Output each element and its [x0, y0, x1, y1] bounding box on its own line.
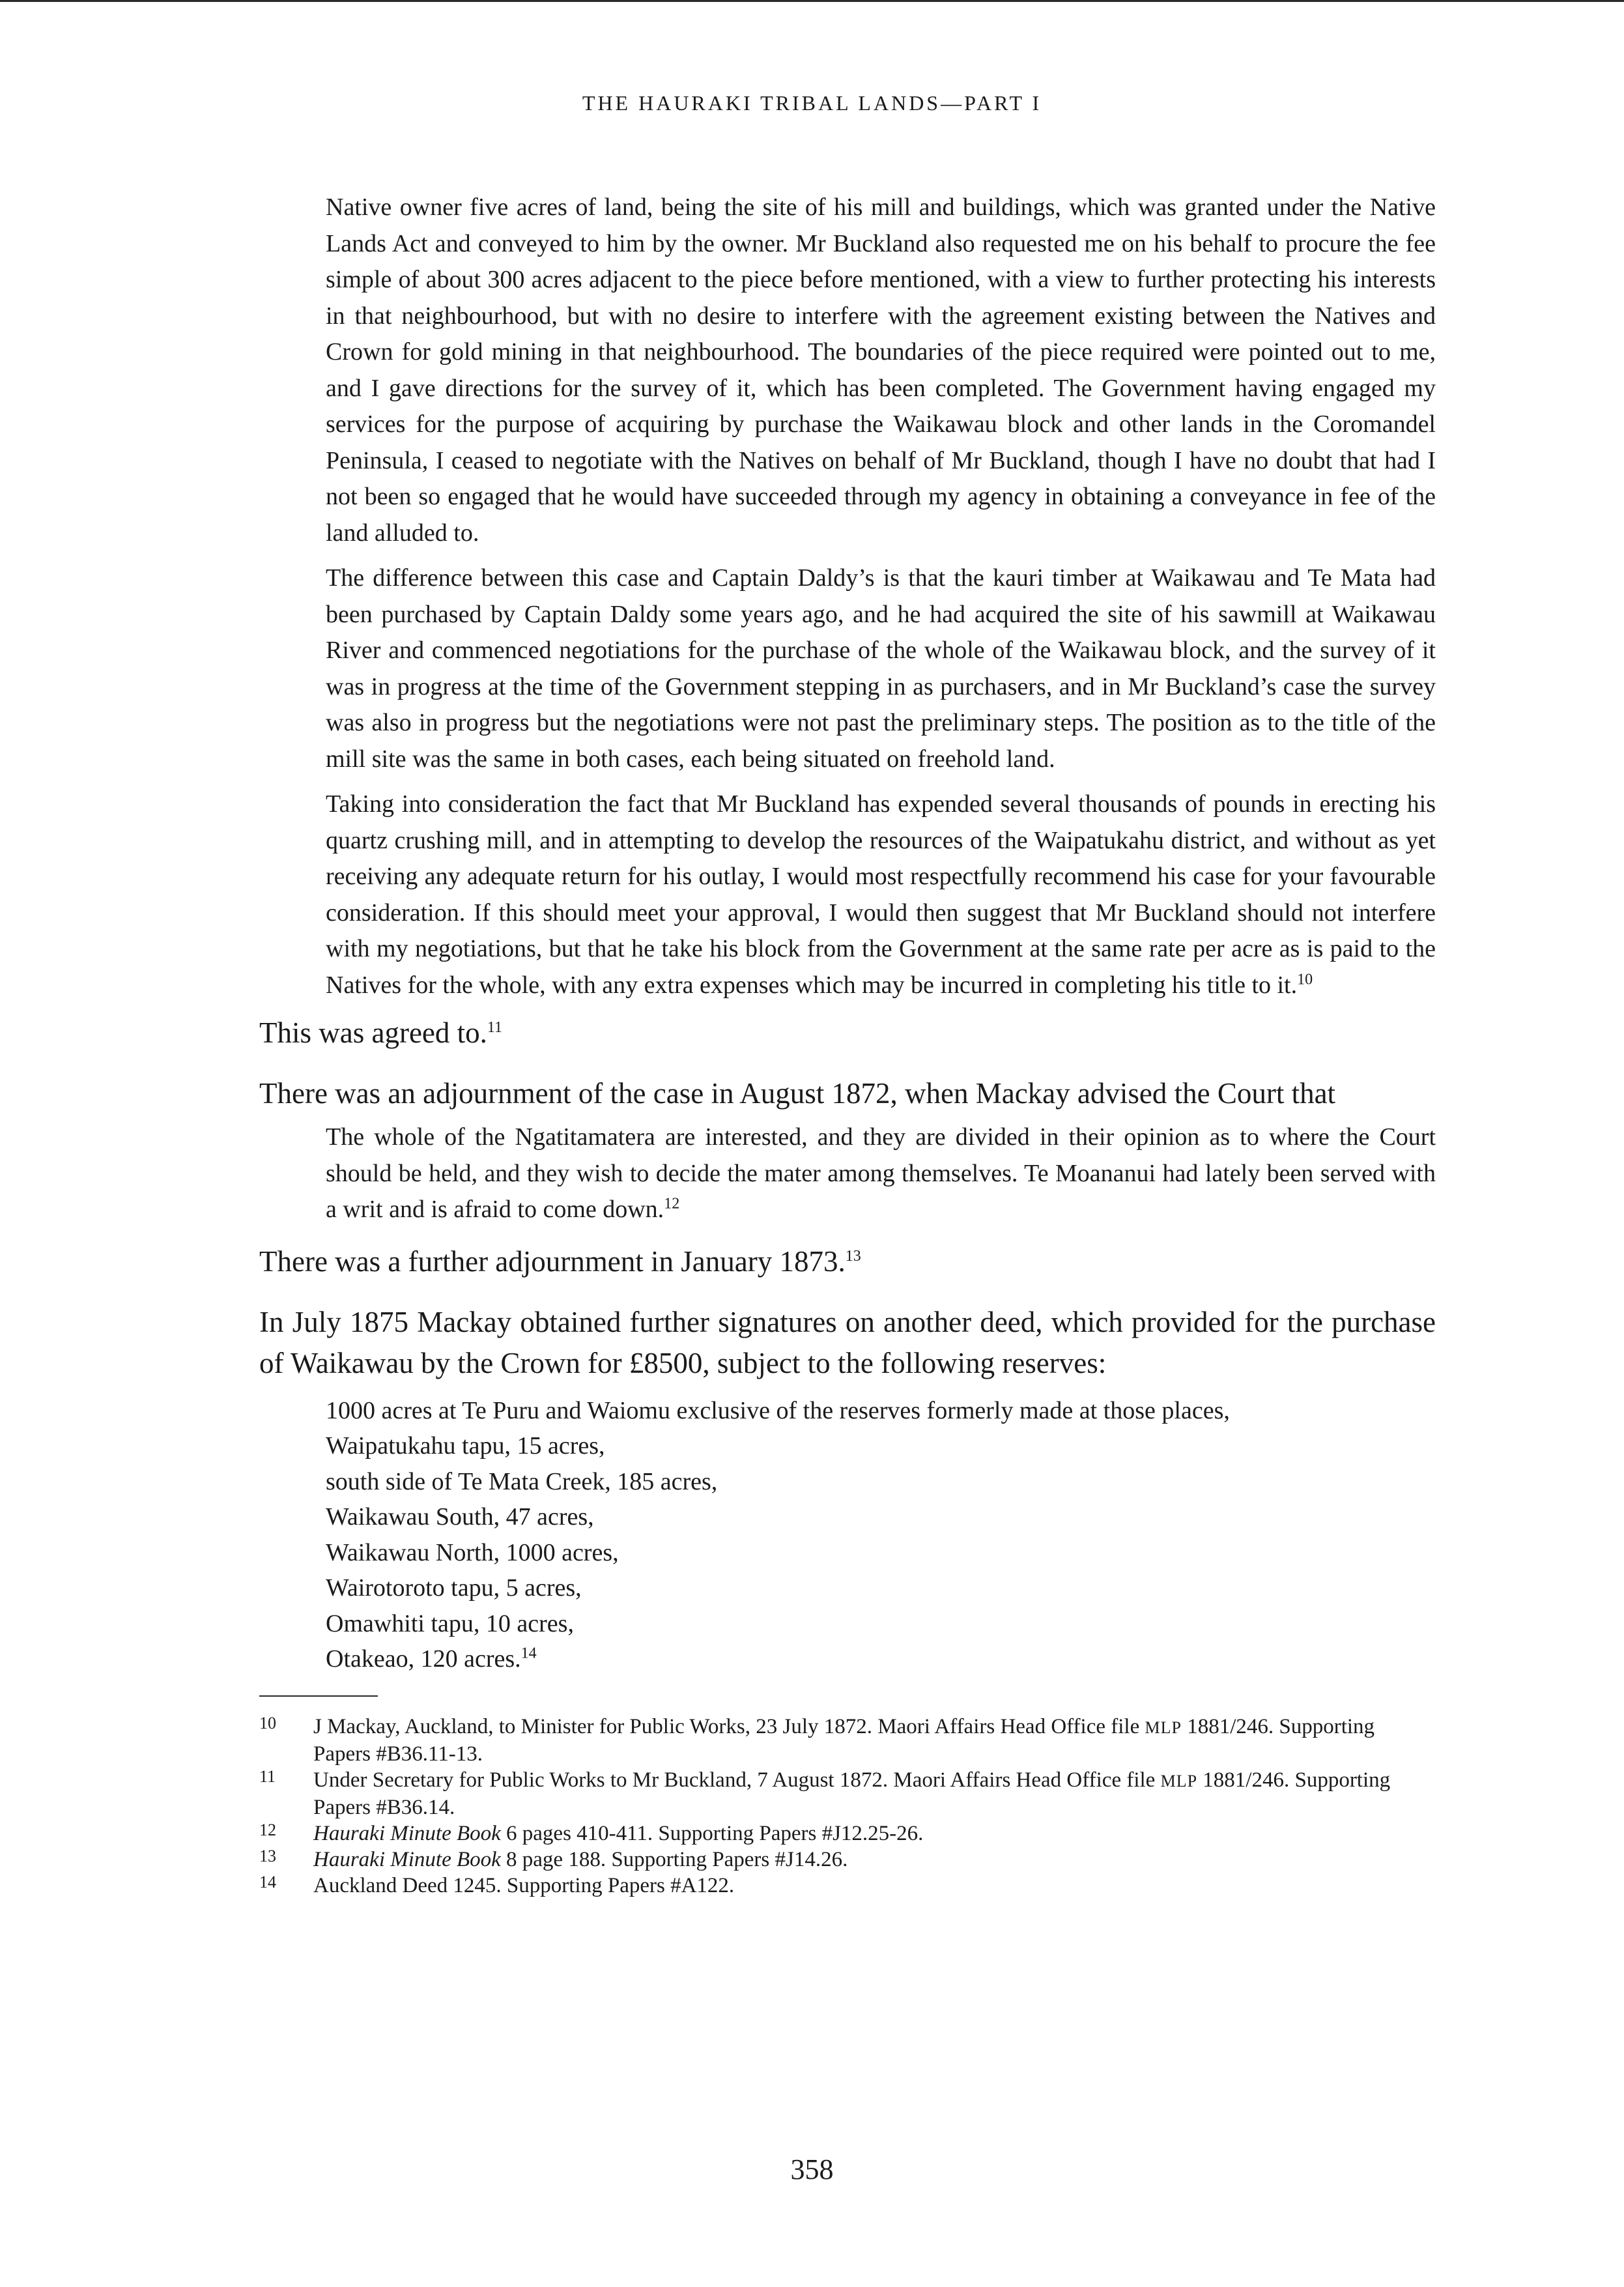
footnote-number: 11: [259, 1766, 276, 1786]
footnotes: [259, 1714, 1436, 1899]
reserve-item: [326, 1641, 1436, 1677]
reserve-item: 1000 acres at Te Puru and Waiomu exclusive of the reserves formerly made at those places,: [326, 1396, 1230, 1424]
footnote-text: Hauraki Minute Book 6 pages 410-411. Supporting Papers #J12.25-26.: [313, 1821, 924, 1845]
quote-paragraph: The difference between this case and Captain Daldy’s is that the kauri timber at Waikawau and Te Mata had been purchased by Captain Daldy some years ago, and he had acquired the site of his sawmill at Waikawau River and commenced negotiations for the purchase of the whole of the Waikawau block, and the survey of it was in progress at the time of the Government stepping in as purchasers, and in Mr Buckland’s case the survey was also in progress but the negotiations were not past the preliminary steps. The position as to the title of the mill site was the same in both cases, each being situated on freehold land.: [326, 564, 1436, 773]
quote-paragraph: [326, 786, 1436, 1003]
page-content: [259, 190, 1436, 1899]
body-paragraph-text: This was agreed to.: [259, 1016, 487, 1049]
footnote-text: Hauraki Minute Book 8 page 188. Supporting Papers #J14.26.: [313, 1847, 848, 1871]
footnote-14: [259, 1873, 1436, 1899]
footnote-11: [259, 1767, 1436, 1820]
body-paragraph: [259, 1241, 1436, 1282]
running-head: THE HAURAKI TRIBAL LANDS—PART I: [582, 91, 1042, 115]
footnote-number: 13: [259, 1846, 276, 1865]
footnote-reference: 14: [520, 1645, 537, 1662]
reserve-item: Waipatukahu tapu, 15 acres,: [326, 1432, 605, 1460]
footnote-reference: 13: [845, 1247, 861, 1265]
quote-paragraph-text: The whole of the Ngatitamatera are interested, and they are divided in their opinion as to where the Court should be held, and they wish to decide the mater among themselves. Te Moananui had lately been served with a writ and is afraid to come down.: [326, 1123, 1436, 1223]
reserve-item: south side of Te Mata Creek, 185 acres,: [326, 1467, 718, 1495]
top-border-rule: [0, 0, 1624, 2]
block-quote-court: [326, 1119, 1436, 1228]
footnote-divider: [259, 1695, 378, 1697]
body-paragraph-text: There was a further adjournment in January 1873.: [259, 1244, 846, 1278]
footnote-number: 10: [259, 1713, 276, 1733]
block-quote-mackay-letter: [326, 190, 1436, 1003]
footnote-13: [259, 1847, 1436, 1873]
footnote-number: 12: [259, 1820, 276, 1839]
reserve-item: Waikawau South, 47 acres,: [326, 1503, 594, 1531]
footnote-reference: 12: [664, 1195, 680, 1213]
footnote-number: 14: [259, 1872, 276, 1891]
footnote-reference: 11: [487, 1019, 503, 1036]
reserves-list: [326, 1393, 1436, 1677]
reserve-item: Waikawau North, 1000 acres,: [326, 1538, 619, 1566]
quote-paragraph-text: Taking into consideration the fact that Mr Buckland has expended several thousands of pounds in erecting his quartz crushing mill, and in attempting to develop the resources of the Waipatukahu district, and without as yet receiving any adequate return for his outlay, I would most respectfully recommend his case for your favourable consideration. If this should meet your approval, I would then suggest that Mr Buckland should not interfere with my negotiations, but that he take his block from the Government at the same rate per acre as is paid to the Natives for the whole, with any extra expenses which may be incurred in completing his title to it.: [326, 790, 1436, 999]
quote-paragraph: Native owner five acres of land, being the site of his mill and buildings, which was granted under the Native Lands Act and conveyed to him by the owner. Mr Buckland also requested me on his behalf to procure the fee simple of about 300 acres adjacent to the piece before mentioned, with a view to further protecting his interests in that neighbourhood, but with no desire to interfere with the agreement existing between the Natives and Crown for gold mining in that neighbourhood. The boundaries of the piece required were pointed out to me, and I gave directions for the survey of it, which has been completed. The Government having engaged my services for the purpose of acquiring by purchase the Waikawau block and other lands in the Coromandel Peninsula, I ceased to negotiate with the Natives on behalf of Mr Buckland, though I have no doubt that had I not been so engaged that he would have succeeded through my agency in obtaining a conveyance in fee of the land alluded to.: [326, 194, 1436, 547]
footnote-12: [259, 1820, 1436, 1847]
footnote-text: Auckland Deed 1245. Supporting Papers #A122.: [313, 1873, 735, 1897]
body-paragraph: [259, 1013, 1436, 1054]
footnote-text: J Mackay, Auckland, to Minister for Public Works, 23 July 1872. Maori Affairs Head Office file MLP 1881/246. Supporting Papers #B36.11-13.: [313, 1714, 1375, 1766]
reserve-item-text: Otakeao, 120 acres.: [326, 1645, 521, 1673]
footnote-text: Under Secretary for Public Works to Mr Buckland, 7 August 1872. Maori Affairs Head Office file MLP 1881/246. Supporting Papers #B36.14.: [313, 1768, 1391, 1819]
reserve-item: Wairotoroto tapu, 5 acres,: [326, 1574, 582, 1602]
footnote-10: [259, 1714, 1436, 1767]
footnote-reference: 10: [1297, 970, 1313, 988]
body-paragraph: In July 1875 Mackay obtained further signatures on another deed, which provided for the purchase of Waikawau by the Crown for £8500, subject to the following reserves:: [259, 1305, 1436, 1379]
quote-paragraph: [326, 1119, 1436, 1228]
page-number: 358: [790, 2153, 834, 2185]
body-paragraph: There was an adjournment of the case in August 1872, when Mackay advised the Court that: [259, 1077, 1336, 1110]
reserve-item: Omawhiti tapu, 10 acres,: [326, 1609, 574, 1637]
